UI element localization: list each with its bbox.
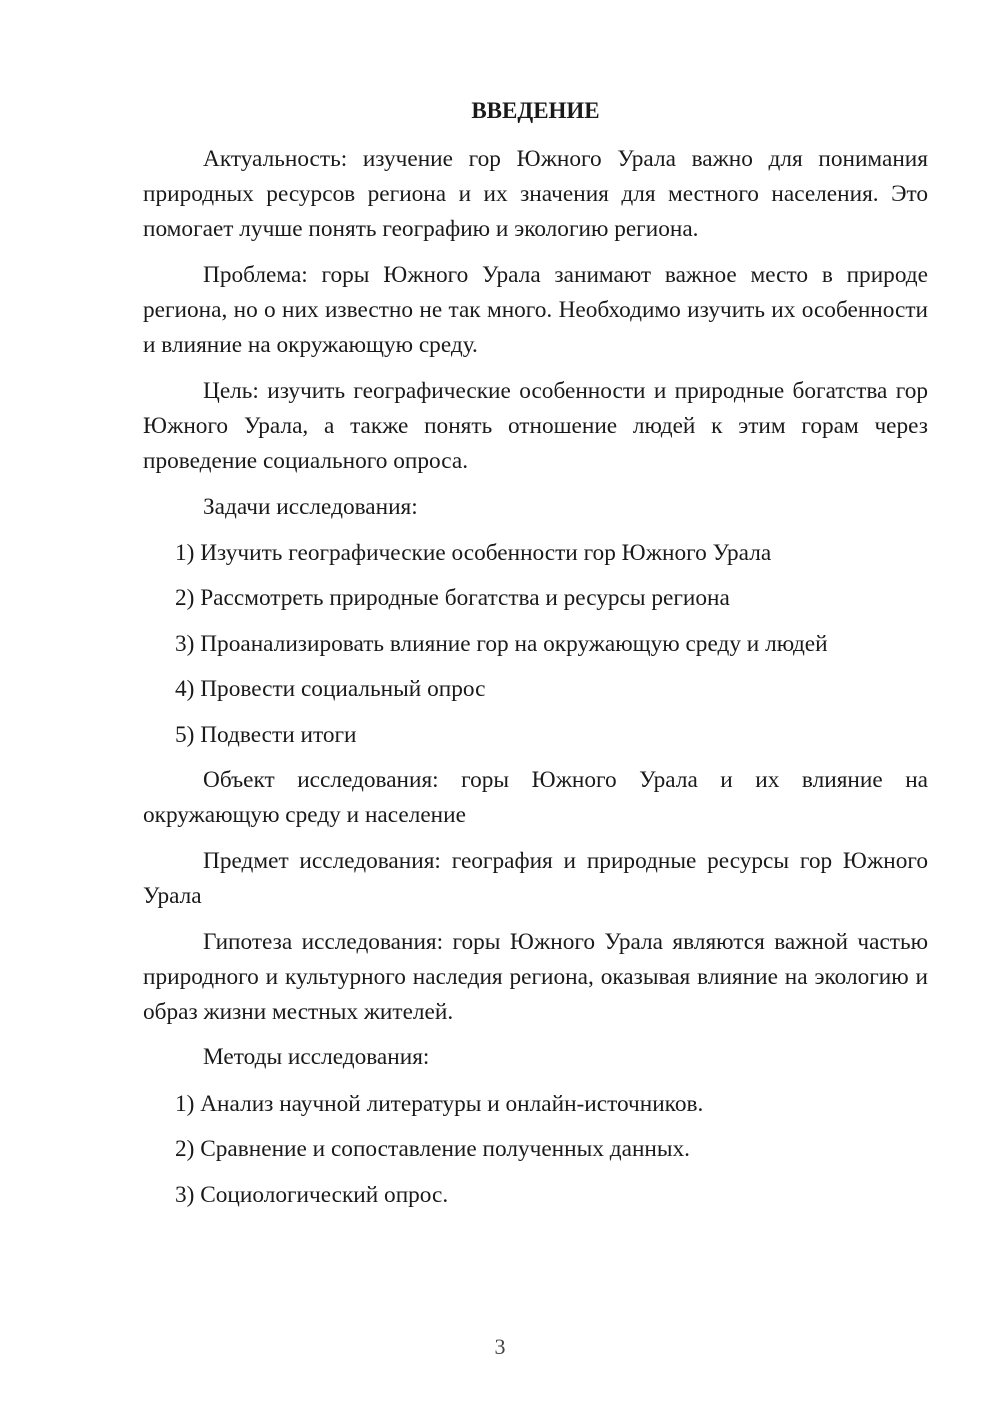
relevance-paragraph: Актуальность: изучение гор Южного Урала важно для понимания природных ресурсов региона и их значения для местного населения. Это помогает лучше понять географию и экологию региона. xyxy=(143,146,928,242)
tasks-heading: Задачи исследования: xyxy=(203,494,418,520)
task-item: 2) Рассмотреть природные богатства и ресурсы региона xyxy=(175,585,730,611)
method-item: 1) Анализ научной литературы и онлайн-источников. xyxy=(175,1091,704,1117)
method-item: 3) Социологический опрос. xyxy=(175,1182,449,1208)
page-number: 3 xyxy=(494,1334,506,1359)
task-item: 5) Подвести итоги xyxy=(175,722,357,748)
object-paragraph: Объект исследования: горы Южного Урала и их влияние на окружающую среду и население xyxy=(143,767,928,828)
subject-paragraph: Предмет исследования: география и природные ресурсы гор Южного Урала xyxy=(143,848,928,909)
task-item: 4) Провести социальный опрос xyxy=(175,676,486,702)
section-title: ВВЕДЕНИЕ xyxy=(471,98,600,123)
method-item: 2) Сравнение и сопоставление полученных данных. xyxy=(175,1136,690,1162)
problem-paragraph: Проблема: горы Южного Урала занимают важное место в природе региона, но о них известно не так много. Необходимо изучить их особенности и влияние на окружающую среду. xyxy=(143,262,928,358)
task-item: 1) Изучить географические особенности гор Южного Урала xyxy=(175,540,772,566)
task-item: 3) Проанализировать влияние гор на окружающую среду и людей xyxy=(175,631,828,657)
goal-paragraph: Цель: изучить географические особенности и природные богатства гор Южного Урала, а также понять отношение людей к этим горам через проведение социального опроса. xyxy=(143,378,928,474)
methods-heading: Методы исследования: xyxy=(203,1044,430,1070)
hypothesis-paragraph: Гипотеза исследования: горы Южного Урала являются важной частью природного и культурного наследия региона, оказывая влияние на экологию и образ жизни местных жителей. xyxy=(143,929,928,1025)
